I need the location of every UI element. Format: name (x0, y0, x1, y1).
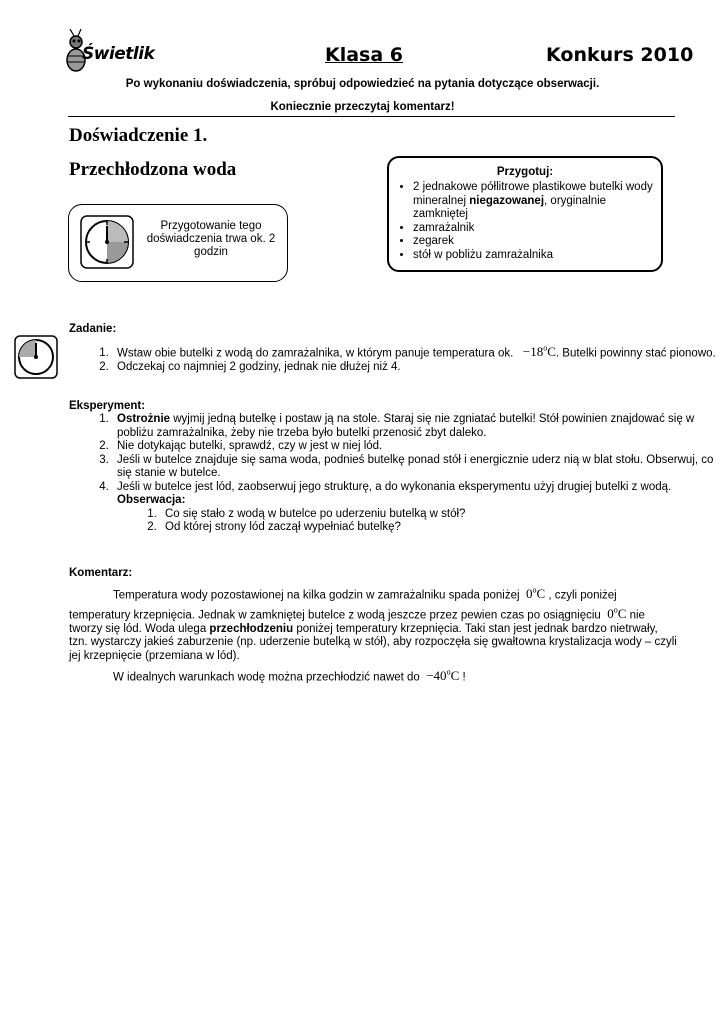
experiment-title: Przechłodzona woda (69, 159, 237, 180)
prepare-title: Przygotuj: (496, 166, 554, 178)
instruction-line: Po wykonaniu doświadczenia, spróbuj odpowiedzieć na pytania dotyczące obserwacji. (125, 78, 600, 90)
comment-reminder: Koniecznie przeczytaj komentarz! (270, 101, 455, 113)
task-heading: Zadanie: (69, 323, 117, 335)
prepare-item: • zamrażalnik (413, 222, 655, 236)
prepare-box (387, 156, 663, 272)
time-box (68, 204, 288, 282)
comment-line-3: W idealnych warunkach wodę można przechłodzić nawet do $-40^oC$ ! (113, 668, 466, 684)
contest-label: Konkurs 2010 (546, 44, 694, 66)
experiment-list (69, 413, 722, 535)
prepare-list (389, 181, 661, 262)
swietlik-logo (62, 28, 182, 76)
time-box-text: Przygotowanie tego doświadczenia trwa ok. 2 godzin (146, 220, 276, 258)
experiment-step: 1. Ostrożnie wyjmij jedną butelkę i postaw ją na stole. Staraj się nie zgniatać butelki! Stół powinien znajdować się w pobliżu zamrażalnika, żeby nie trzeba było butelki przenosić zbyt daleko. (112, 413, 722, 440)
observation-heading: Obserwacja: (117, 494, 186, 506)
experiment-step: 4. Jeśli w butelce jest lód, zaobserwuj jego strukturę, a do wykonania eksperymentu użyj drugiej butelki z wodą. Obserwacja: 1. Co się stało z wodą w butelce po uderzeniu butelką w stół? 2. Od której strony lód zaczął wypełniać butelkę? (112, 481, 722, 535)
task-item: 2. Odczekaj co najmniej 2 godziny, jednak nie dłużej niż 4. (112, 361, 722, 375)
prepare-item: • stół w pobliżu zamrażalnika (413, 249, 655, 263)
comment-heading: Komentarz: (69, 567, 133, 579)
observation-question: 1. Co się stało z wodą w butelce po uderzeniu butelką w stół? (160, 508, 722, 522)
observation-list (117, 508, 722, 535)
class-label: Klasa 6 (325, 44, 404, 66)
comment-line-1: Temperatura wody pozostawionej na kilka godzin w zamrażalniku spada poniżej 0$^o$C , czyli poniżej (113, 586, 617, 602)
prepare-item: • 2 jednakowe półlitrowe plastikowe butelki wody mineralnej niegazowanej, oryginalnie zamkniętej (413, 181, 655, 222)
comment-paragraph: temperatury krzepnięcia. Jednak w zamkniętej butelce z wodą jeszcze przez pewien czas po osiągnięciu 0$^o$C nie tworzy się lód. Woda ulega przechłodzeniu poniżej temperatury krzepnięcia. Taki stan jest jednak bardzo nietrwały, tzn. wystarczy jakieś zaburzenie (np. uderzenie butelką w stół), aby rozpoczęła się gwałtowna krystalizacja wody – czyli jej krzepnięcie (przemiana w lód). (69, 606, 677, 662)
logo-text: Świetlik (82, 44, 155, 64)
observation-question: 2. Od której strony lód zaczął wypełniać butelkę? (160, 521, 722, 535)
task-item: 1. Wstaw obie butelki z wodą do zamrażalnika, w którym panuje temperatura ok. $-18^oC$. Butelki powinny stać pionowo. (112, 342, 722, 361)
experiment-number: Doświadczenie 1. (69, 125, 208, 146)
task-list (69, 342, 722, 374)
clock-icon-small (14, 335, 58, 379)
header-divider (68, 116, 675, 117)
experiment-step: 2. Nie dotykając butelki, sprawdź, czy w jest w niej lód. (112, 440, 722, 454)
experiment-heading: Eksperyment: (69, 400, 146, 412)
clock-icon (80, 215, 134, 269)
prepare-item: • zegarek (413, 235, 655, 249)
experiment-step: 3. Jeśli w butelce znajduje się sama woda, podnieś butelkę ponad stół i energicznie uderz nią w blat stołu. Obserwuj, co się stanie w butelce. (112, 454, 722, 481)
